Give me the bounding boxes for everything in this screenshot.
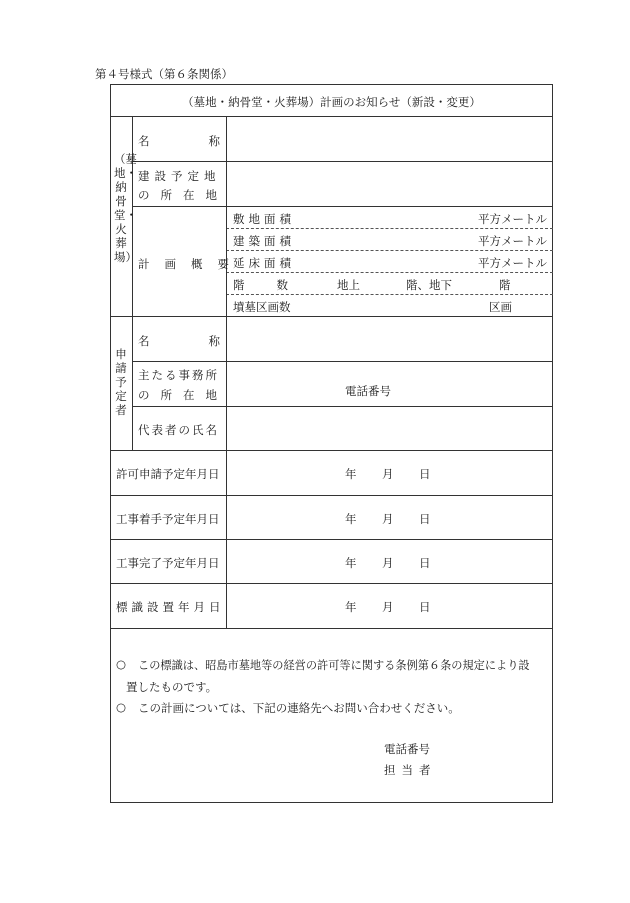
dashed-divider — [226, 250, 553, 251]
divider — [110, 116, 553, 117]
site-area-unit: 平方メートル — [478, 212, 547, 226]
divider — [110, 583, 553, 584]
building-area-unit: 平方メートル — [478, 234, 547, 248]
representative-name-label: 代表者の氏名 — [138, 423, 219, 437]
facility-section-label: （墓地・納骨堂・火葬場） — [114, 152, 137, 264]
form-title: （墓地・納骨堂・火葬場）計画のお知らせ（新設・変更） — [182, 95, 481, 109]
building-area-label: 建築面積 — [233, 234, 295, 248]
note-bullet-1: ○ — [116, 657, 127, 671]
floor-area-unit: 平方メートル — [478, 256, 547, 270]
applicant-section-label: 申請予定者 — [115, 347, 127, 417]
divider — [110, 539, 553, 540]
divider — [110, 450, 553, 451]
divider — [110, 495, 553, 496]
office-location-label-1: 主たる事務所 — [138, 368, 219, 382]
construction-start-date: 年 月 日 — [345, 512, 431, 526]
floors-below-label: 階、地下 — [406, 278, 452, 292]
dashed-divider — [226, 294, 553, 295]
form-number-label: 第４号様式（第６条関係） — [95, 67, 233, 81]
dashed-divider — [226, 272, 553, 273]
floors-unit: 階 — [499, 278, 511, 292]
floors-above-label: 地上 — [337, 278, 360, 292]
divider — [110, 316, 553, 317]
facility-name-label: 名 称 — [138, 134, 220, 148]
sign-installation-date: 年 月 日 — [345, 600, 431, 614]
office-location-label-2: の所在地 — [138, 388, 228, 402]
permit-application-date: 年 月 日 — [345, 467, 431, 481]
sign-installation-date-label: 標識設置年月日 — [116, 600, 225, 614]
site-area-label: 敷地面積 — [233, 212, 295, 226]
divider — [110, 628, 553, 629]
permit-application-date-label: 許可申請予定年月日 — [116, 467, 220, 481]
construction-end-date: 年 月 日 — [345, 556, 431, 570]
phone-number-label: 電話番号 — [345, 384, 391, 398]
divider — [132, 361, 553, 362]
applicant-name-label: 名 称 — [138, 334, 220, 348]
grave-plots-unit: 区画 — [489, 300, 512, 314]
note-1-line-1: この標識は、昭島市墓地等の経営の許可等に関する条例第６条の規定により設 — [138, 659, 530, 672]
grave-plots-label: 墳墓区画数 — [233, 300, 291, 314]
construction-end-date-label: 工事完了予定年月日 — [116, 556, 220, 570]
floor-area-label: 延床面積 — [233, 256, 295, 270]
plan-summary-label: 計画概要 — [138, 257, 244, 271]
floors-label: 階数 — [233, 278, 320, 292]
construction-start-date-label: 工事着手予定年月日 — [116, 512, 220, 526]
contact-phone-label: 電話番号 — [384, 742, 430, 756]
divider — [132, 406, 553, 407]
note-bullet-2: ○ — [116, 700, 127, 714]
site-location-label-2: の所在地 — [138, 188, 228, 202]
note-1-line-2: 置したものです。 — [126, 680, 218, 694]
divider — [132, 206, 553, 207]
contact-person-label: 担当者 — [384, 763, 437, 777]
site-location-label-1: 建設予定地 — [138, 169, 221, 183]
divider — [132, 161, 553, 162]
note-2: この計画については、下記の連絡先へお問い合わせください。 — [138, 701, 460, 715]
dashed-divider — [226, 228, 553, 229]
